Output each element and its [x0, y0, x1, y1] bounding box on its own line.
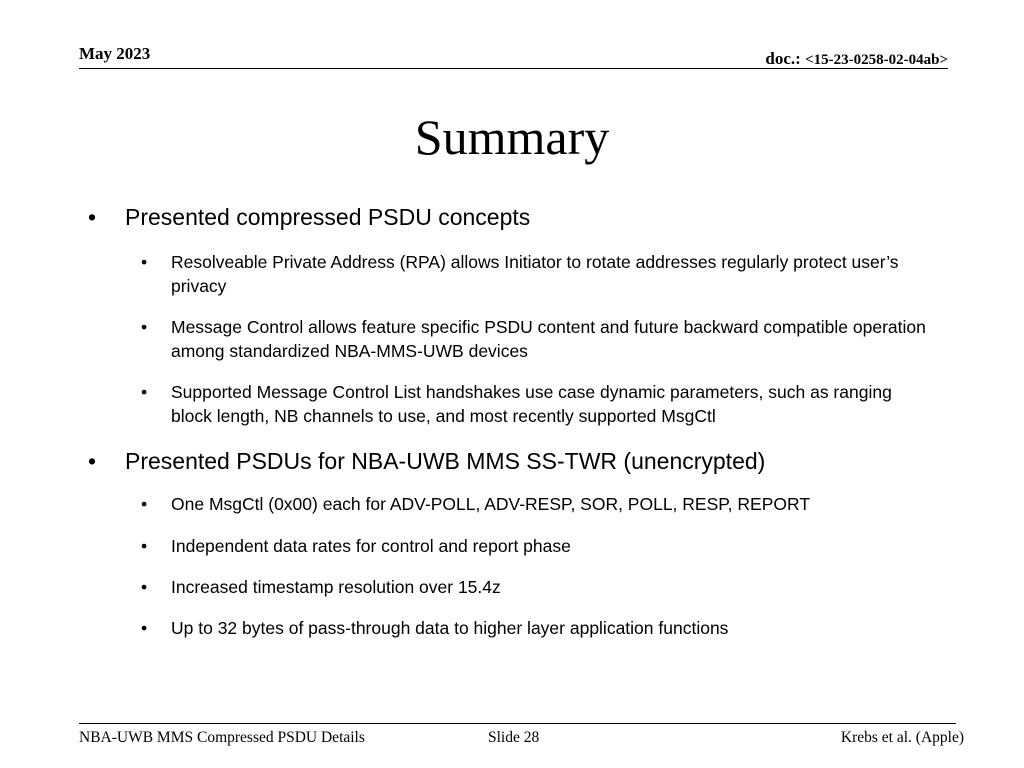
- footer-divider: [79, 723, 956, 724]
- footer-title: NBA-UWB MMS Compressed PSDU Details: [79, 729, 365, 746]
- sub-bullet-pass-through: • Up to 32 bytes of pass-through data to higher layer application functions: [171, 616, 931, 640]
- header-doc-number: <15-23-0258-02-04ab>: [805, 52, 948, 68]
- sub-bullet-rpa: • Resolveable Private Address (RPA) allows Initiator to rotate addresses regularly protect user’s privacy: [171, 250, 931, 298]
- sub-bullet-data-rates: • Independent data rates for control and report phase: [171, 534, 931, 558]
- bullet-compressed-psdu-concepts: • Presented compressed PSDU concepts: [125, 203, 945, 231]
- footer-authors: Krebs et al. (Apple): [840, 729, 964, 746]
- header-doc-label: doc.:: [765, 49, 806, 68]
- sub-bullet-timestamp: • Increased timestamp resolution over 15.4z: [171, 575, 931, 599]
- footer-slide-number: Slide 28: [488, 729, 540, 746]
- header-date: May 2023: [79, 44, 151, 63]
- sub-bullet-msgctl: • One MsgCtl (0x00) each for ADV-POLL, ADV-RESP, SOR, POLL, RESP, REPORT: [171, 492, 931, 516]
- bullet-presented-psdus: • Presented PSDUs for NBA-UWB MMS SS-TWR (unencrypted): [125, 447, 945, 475]
- sub-bullet-message-control-list: • Supported Message Control List handshakes use case dynamic parameters, such as ranging block length, NB channels to use, and most recently supported MsgCtl: [171, 380, 931, 428]
- slide-title: Summary: [414, 109, 610, 165]
- sub-bullet-message-control: • Message Control allows feature specific PSDU content and future backward compatible operation among standardized NBA-MMS-UWB devices: [171, 315, 931, 363]
